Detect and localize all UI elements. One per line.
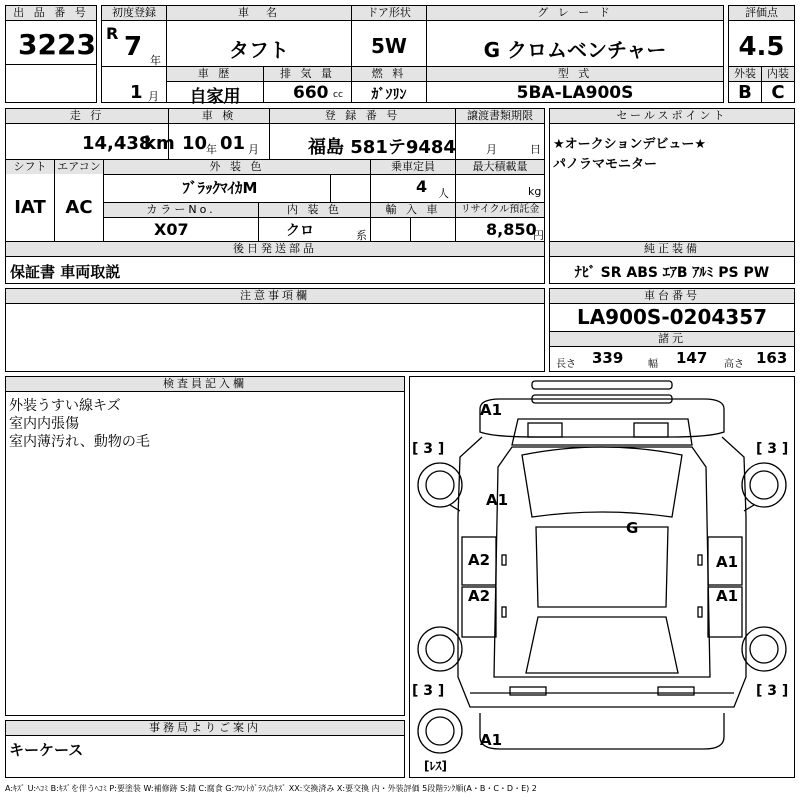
transfer-day: 日 [530, 143, 541, 156]
model-label: 型 式 [427, 67, 723, 81]
sales-point-2: パノラマモニター [553, 157, 658, 172]
later-parts-label: 後日発送部品 [6, 242, 544, 256]
inspector-note-1: 外装うすい線キズ [9, 398, 121, 414]
capacity: 4 [416, 177, 428, 196]
displacement: 660 [293, 83, 329, 103]
model: 5BA-LA900S [516, 83, 634, 103]
mark-roof: G [626, 519, 639, 537]
office-note: キーケース [9, 741, 84, 759]
sales-points-box [549, 108, 795, 284]
score: 4.5 [738, 32, 785, 62]
mark-right-rear-door: A1 [716, 587, 739, 605]
inspector-label: 検査員記入欄 [6, 377, 404, 391]
interior-label: 内装 [762, 67, 794, 81]
history-label: 車 歴 [167, 67, 263, 81]
ac: AC [65, 197, 93, 218]
mark-front: A1 [480, 401, 503, 419]
inspector-note-3: 室内薄汚れ、動物の毛 [9, 434, 150, 450]
lot-number: 3223 [18, 28, 96, 61]
inspector-box [5, 376, 405, 716]
load-unit: kg [528, 185, 542, 198]
legend: A:ｷｽﾞ U:ﾍｺﾐ B:ｷｽﾞを伴うﾍｺﾐ P:要塗装 W:補修跡 S:錆 C:腐食 G:ﾌﾛﾝﾄｶﾞﾗｽ点ｷｽﾞ XX:交換済み X:要交換 内・外装評価 5段階ﾗﾝｸ順(A・B・C・D・E) 2 [5, 784, 537, 793]
capacity-unit: 人 [438, 187, 449, 200]
transfer-month: 月 [486, 143, 497, 156]
reg-no: 福島 581テ9484 [308, 137, 456, 158]
transfer-label: 譲渡書類期限 [456, 109, 544, 123]
equipment-label: 純正装備 [550, 242, 794, 256]
score-box [728, 5, 795, 103]
recycle-unit: 円 [533, 229, 544, 242]
mark-hood: A1 [486, 491, 509, 509]
displacement-label: 排 気 量 [264, 67, 351, 81]
tire-front-right: [ 3 ] [756, 441, 789, 457]
width: 147 [676, 349, 708, 367]
reg-year: 7 [124, 32, 143, 62]
reg-month-unit: 月 [148, 90, 159, 103]
interior-color-unit: 系 [356, 229, 367, 242]
length-label: 長さ [556, 359, 576, 370]
color-no: X07 [154, 220, 189, 239]
mileage: 14,438 [82, 133, 152, 154]
exterior-color: ﾌﾞﾗｯｸﾏｲｶM [182, 179, 258, 197]
lot-number-label: 出 品 番 号 [6, 6, 96, 20]
displacement-unit: cc [333, 90, 343, 100]
office-label: 事務局よりご案内 [6, 721, 404, 735]
notes-box [5, 288, 545, 372]
history: 自家用 [189, 87, 241, 107]
equipment: ﾅﾋﾞ SR ABS ｴｱB ｱﾙﾐ PS PW [574, 265, 770, 281]
interior-color: クロ [286, 223, 314, 239]
import-label: 輸 入 車 [371, 203, 455, 217]
chassis-label: 車台番号 [550, 289, 794, 303]
era: R [106, 24, 119, 43]
notes-label: 注意事項欄 [6, 289, 544, 303]
insp-month: 01 [220, 133, 246, 154]
chassis-number: LA900S-0204357 [576, 305, 768, 329]
insp-year: 10 [182, 133, 208, 154]
door-label: ドア形状 [352, 6, 426, 20]
vehicle-info-box [166, 5, 724, 107]
insp-year-unit: 年 [206, 143, 217, 156]
door-type: 5W [371, 34, 407, 58]
color-label: 外 装 色 [104, 160, 370, 174]
chassis-box [549, 288, 795, 372]
mileage-label: 走 行 [6, 109, 168, 123]
mileage-unit: km [144, 133, 175, 154]
later-parts: 保証書 車両取説 [10, 263, 121, 281]
sales-points-label: セールスポイント [550, 109, 794, 123]
car-name-label: 車 名 [167, 6, 351, 20]
first-registration-box [101, 5, 167, 103]
tire-rear-left: [ 3 ] [412, 683, 445, 699]
recycle: 8,850 [486, 220, 537, 239]
recycle-label: リサイクル預託金 [456, 203, 544, 217]
exterior-label: 外装 [729, 67, 761, 81]
fuel: ｶﾞｿﾘﾝ [371, 87, 407, 103]
int-color-label: 内 装 色 [259, 203, 370, 217]
spare-tire: [ﾚｽ] [424, 759, 447, 773]
mark-left-rear-door: A2 [468, 587, 491, 605]
width-label: 幅 [648, 359, 658, 370]
interior-grade: C [771, 82, 785, 103]
insp-month-unit: 月 [248, 143, 259, 156]
fuel-label: 燃 料 [352, 67, 426, 81]
grade-label: グ レ ー ド [427, 6, 723, 20]
tire-front-left: [ 3 ] [412, 441, 445, 457]
mark-left-front-door: A2 [468, 551, 491, 569]
office-box [5, 720, 405, 778]
mark-rear: A1 [480, 731, 503, 749]
shift-label: シフト [6, 160, 54, 174]
shift: IAT [14, 197, 46, 218]
first-registration-label: 初度登録 [102, 6, 166, 20]
height-label: 高さ [724, 359, 744, 370]
height: 163 [756, 349, 788, 367]
mark-right-front-door: A1 [716, 553, 739, 571]
reg-year-unit: 年 [150, 54, 161, 67]
load-label: 最大積載量 [456, 160, 544, 174]
length: 339 [592, 349, 624, 367]
damage-diagram-box [409, 376, 795, 778]
reg-no-label: 登 録 番 号 [270, 109, 455, 123]
exterior-grade: B [738, 82, 752, 103]
car-diagram [410, 377, 794, 777]
details-box [5, 108, 545, 284]
ac-label: エアコン [55, 160, 103, 174]
capacity-label: 乗車定員 [371, 160, 455, 174]
lot-number-box [5, 5, 97, 103]
grade: G クロムベンチャー [483, 38, 667, 62]
sales-point-1: ★オークションデビュー★ [553, 137, 707, 152]
score-label: 評価点 [729, 6, 794, 20]
color-no-label: カラーNo. [104, 203, 258, 217]
reg-month: 1 [130, 82, 143, 103]
car-name: タフト [229, 38, 289, 62]
tire-rear-right: [ 3 ] [756, 683, 789, 699]
spec-label: 諸元 [550, 332, 794, 346]
inspector-note-2: 室内内張傷 [9, 416, 79, 432]
inspection-label: 車 検 [169, 109, 269, 123]
